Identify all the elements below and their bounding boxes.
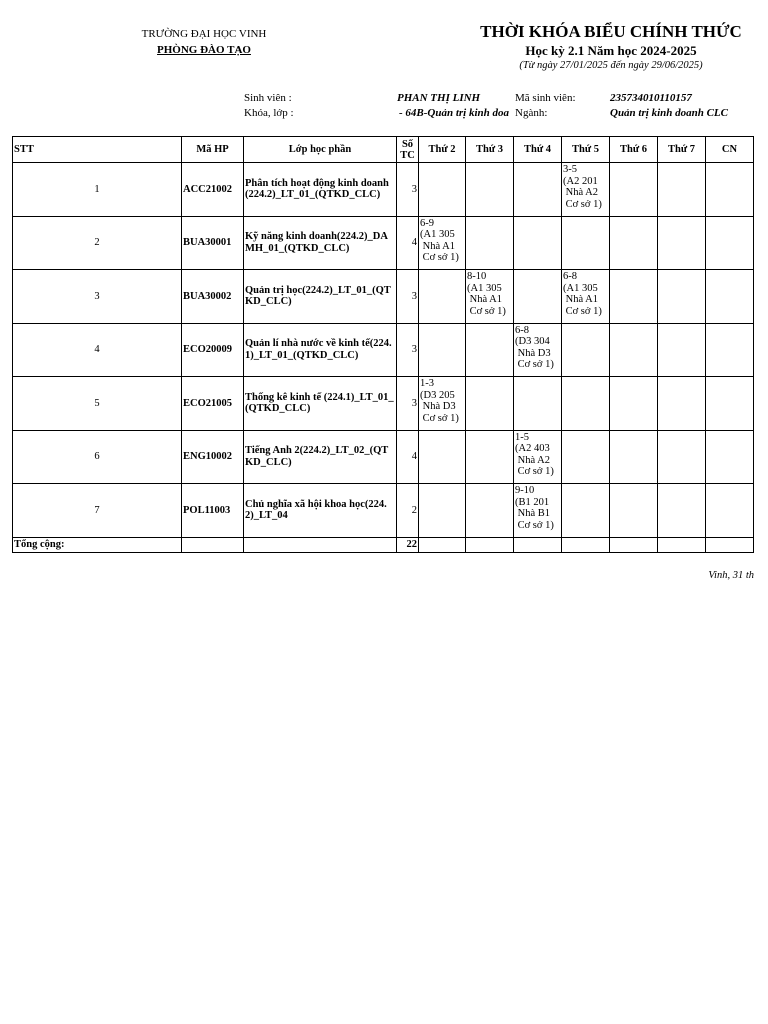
- total-row: [13, 537, 754, 552]
- cell-thu-7: [658, 484, 706, 538]
- major-label: Ngành:: [515, 107, 548, 119]
- table-row: [13, 377, 754, 431]
- cell-thu-5: [562, 323, 610, 377]
- cell-thu-6: [610, 323, 658, 377]
- total-empty-cell: [182, 537, 244, 552]
- cell-so-tc: 4: [397, 216, 419, 270]
- cell-stt: 6: [13, 430, 182, 484]
- total-empty-cell: [706, 537, 754, 552]
- cell-so-tc: 3: [397, 323, 419, 377]
- cell-stt: 1: [13, 163, 182, 217]
- total-label: Tổng cộng:: [13, 537, 182, 552]
- cell-thu-4: 6-8 (D3 304 Nhà D3 Cơ sở 1): [514, 323, 562, 377]
- table-row: [13, 216, 754, 270]
- cell-stt: 5: [13, 377, 182, 431]
- cell-so-tc: 3: [397, 163, 419, 217]
- timetable: [12, 136, 754, 553]
- major-value: Quản trị kinh doanh CLC: [610, 107, 728, 119]
- cell-ma-hp: BUA30001: [182, 216, 244, 270]
- cell-so-tc: 4: [397, 430, 419, 484]
- cell-cn: [706, 216, 754, 270]
- header-row: [13, 137, 754, 163]
- cell-thu-5: [562, 484, 610, 538]
- cell-thu-2: [419, 163, 466, 217]
- cell-cn: [706, 484, 754, 538]
- cell-lop-hoc-phan: Kỹ năng kinh doanh(224.2)_DAMH_01_(QTKD_CLC): [244, 216, 397, 270]
- total-empty-cell: [466, 537, 514, 552]
- cell-stt: 7: [13, 484, 182, 538]
- student-id-label: Mã sinh viên:: [515, 92, 576, 104]
- cell-thu-7: [658, 270, 706, 324]
- cell-thu-7: [658, 163, 706, 217]
- table-row: [13, 163, 754, 217]
- place-date: Vinh, 31 th: [708, 570, 754, 581]
- cell-thu-4: [514, 163, 562, 217]
- total-empty-cell: [514, 537, 562, 552]
- cell-ma-hp: ACC21002: [182, 163, 244, 217]
- cell-thu-6: [610, 270, 658, 324]
- cell-thu-4: [514, 377, 562, 431]
- total-empty-cell: [562, 537, 610, 552]
- cell-thu-3: [466, 323, 514, 377]
- cell-ma-hp: ECO21005: [182, 377, 244, 431]
- student-id: 235734010110157: [610, 92, 692, 104]
- cell-ma-hp: ENG10002: [182, 430, 244, 484]
- total-empty-cell: [658, 537, 706, 552]
- student-name-label: Sinh viên :: [244, 92, 292, 104]
- table-row: [13, 430, 754, 484]
- cell-cn: [706, 377, 754, 431]
- university-name: TRƯỜNG ĐẠI HỌC VINH: [141, 28, 267, 40]
- cell-thu-3: [466, 377, 514, 431]
- cell-ma-hp: POL11003: [182, 484, 244, 538]
- table-row: [13, 484, 754, 538]
- class-value: - 64B-Quản trị kinh doa: [399, 107, 510, 119]
- cell-thu-4: [514, 216, 562, 270]
- cell-lop-hoc-phan: Quản lí nhà nước về kinh tế(224.1)_LT_01_(QTKD_CLC): [244, 323, 397, 377]
- cell-thu-7: [658, 216, 706, 270]
- cell-lop-hoc-phan: Chủ nghĩa xã hội khoa học(224.2)_LT_04: [244, 484, 397, 538]
- total-empty-cell: [419, 537, 466, 552]
- header-thu-2: Thứ 2: [419, 137, 466, 163]
- header-cn: CN: [706, 137, 754, 163]
- semester-label: Học kỳ 2.1 Năm học 2024-2025: [525, 43, 697, 58]
- cell-cn: [706, 323, 754, 377]
- cell-lop-hoc-phan: Quản trị học(224.2)_LT_01_(QTKD_CLC): [244, 270, 397, 324]
- cell-thu-5: 3-5 (A2 201 Nhà A2 Cơ sở 1): [562, 163, 610, 217]
- cell-thu-5: 6-8 (A1 305 Nhà A1 Cơ sở 1): [562, 270, 610, 324]
- cell-lop-hoc-phan: Tiếng Anh 2(224.2)_LT_02_(QTKD_CLC): [244, 430, 397, 484]
- cell-so-tc: 3: [397, 270, 419, 324]
- cell-thu-2: [419, 323, 466, 377]
- header-thu-7: Thứ 7: [658, 137, 706, 163]
- cell-ma-hp: ECO20009: [182, 323, 244, 377]
- cell-thu-6: [610, 377, 658, 431]
- total-credits: 22: [397, 537, 419, 552]
- cell-cn: [706, 163, 754, 217]
- cell-thu-6: [610, 216, 658, 270]
- office-name: PHÒNG ĐÀO TẠO: [157, 44, 251, 56]
- header-thu-6: Thứ 6: [610, 137, 658, 163]
- cell-cn: [706, 270, 754, 324]
- cell-thu-6: [610, 484, 658, 538]
- cell-so-tc: 2: [397, 484, 419, 538]
- cell-thu-3: [466, 484, 514, 538]
- cell-thu-2: [419, 484, 466, 538]
- cell-stt: 4: [13, 323, 182, 377]
- header-stt: STT: [13, 137, 182, 163]
- header-ma-hp: Mã HP: [182, 137, 244, 163]
- cell-lop-hoc-phan: Thống kê kinh tế (224.1)_LT_01_(QTKD_CLC): [244, 377, 397, 431]
- cell-thu-3: [466, 216, 514, 270]
- header-lop-hoc-phan: Lớp học phần: [244, 137, 397, 163]
- cell-stt: 3: [13, 270, 182, 324]
- cell-thu-5: [562, 430, 610, 484]
- cell-thu-7: [658, 430, 706, 484]
- cell-thu-6: [610, 163, 658, 217]
- cell-thu-2: [419, 270, 466, 324]
- student-name: PHAN THỊ LINH: [397, 92, 481, 104]
- cell-thu-2: 6-9 (A1 305 Nhà A1 Cơ sở 1): [419, 216, 466, 270]
- cell-lop-hoc-phan: Phân tích hoạt động kinh doanh(224.2)_LT_01_(QTKD_CLC): [244, 163, 397, 217]
- cell-thu-3: [466, 163, 514, 217]
- header-so-tc: Số TC: [397, 137, 419, 163]
- cell-ma-hp: BUA30002: [182, 270, 244, 324]
- cell-thu-2: 1-3 (D3 205 Nhà D3 Cơ sở 1): [419, 377, 466, 431]
- cell-thu-4: 1-5 (A2 403 Nhà A2 Cơ sở 1): [514, 430, 562, 484]
- cell-thu-3: 8-10 (A1 305 Nhà A1 Cơ sở 1): [466, 270, 514, 324]
- cell-thu-3: [466, 430, 514, 484]
- cell-stt: 2: [13, 216, 182, 270]
- cell-cn: [706, 430, 754, 484]
- cell-so-tc: 3: [397, 377, 419, 431]
- cell-thu-6: [610, 430, 658, 484]
- date-range: (Từ ngày 27/01/2025 đến ngày 29/06/2025): [519, 60, 703, 71]
- total-empty-cell: [610, 537, 658, 552]
- cell-thu-7: [658, 377, 706, 431]
- page-title: THỜI KHÓA BIỂU CHÍNH THỨC: [480, 22, 742, 41]
- cell-thu-4: 9-10 (B1 201 Nhà B1 Cơ sở 1): [514, 484, 562, 538]
- cell-thu-4: [514, 270, 562, 324]
- cell-thu-2: [419, 430, 466, 484]
- total-empty-cell: [244, 537, 397, 552]
- cell-thu-7: [658, 323, 706, 377]
- header-thu-3: Thứ 3: [466, 137, 514, 163]
- cell-thu-5: [562, 377, 610, 431]
- table-row: [13, 270, 754, 324]
- header-thu-4: Thứ 4: [514, 137, 562, 163]
- cell-thu-5: [562, 216, 610, 270]
- table-row: [13, 323, 754, 377]
- header-thu-5: Thứ 5: [562, 137, 610, 163]
- class-label: Khóa, lớp :: [244, 107, 294, 119]
